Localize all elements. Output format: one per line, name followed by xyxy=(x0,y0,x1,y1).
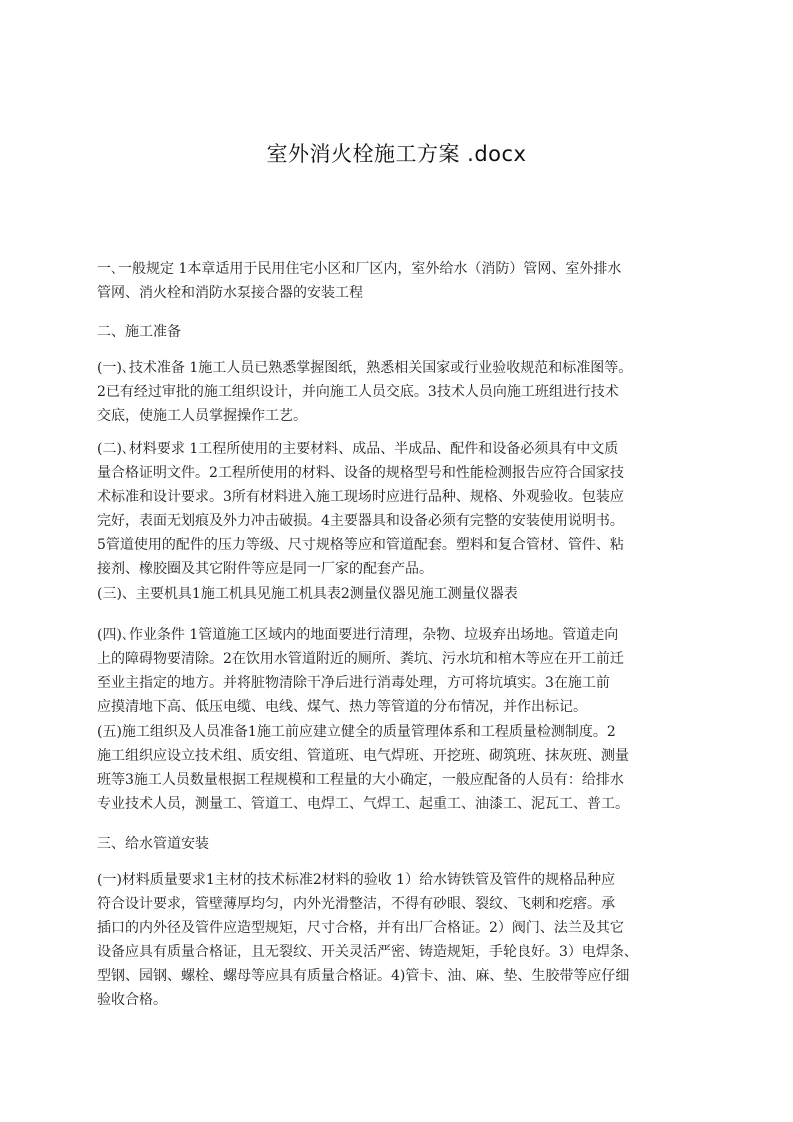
text-line: 量合格证明文件。2工程所使用的材料、设备的规格型号和性能检测报告应符合国家技 xyxy=(97,465,624,481)
heading-water-pipe-installation xyxy=(97,832,717,856)
text-line: 三、给水管道安装 xyxy=(97,836,209,852)
text-line: 型钢、园钢、螺栓、螺母等应具有质量合格证。4)管卡、油、麻、垫、生胶带等应仔细 xyxy=(97,968,630,984)
text-line: (三)、主要机具1施工机具见施工机具表2测量仪器见施工测量仪器表 xyxy=(97,586,518,602)
text-line: 验收合格。 xyxy=(97,992,167,1008)
text-line: (一)材料质量要求1主材的技术标准2材料的验收 1）给水铸铁管及管件的规格品种应 xyxy=(97,872,616,888)
text-line: 符合设计要求，管壁薄厚均匀，内外光滑整洁，不得有砂眼、裂纹、飞刺和疙瘩。承 xyxy=(97,896,615,912)
text-line: 设备应具有质量合格证，且无裂纹、开关灵活严密、铸造规矩，手轮良好。3）电焊条、 xyxy=(97,944,638,960)
text-line: (四)､作业条件 1管道施工区域内的地面要进行清理，杂物、垃圾弃出场地。管道走向 xyxy=(97,627,619,643)
paragraph-organization-staffing xyxy=(97,720,717,816)
text-line: 上的障碍物要清除。2在饮用水管道附近的厕所、粪坑、污水坑和棺木等应在开工前迁 xyxy=(97,651,624,667)
text-line: (五)施工组织及人员准备1施工前应建立健全的质量管理体系和工程质量检测制度。2 xyxy=(97,724,616,740)
text-line: 至业主指定的地方。并将脏物清除干净后进行消毒处理，方可将坑填实。3在施工前 xyxy=(97,675,610,691)
text-line: (二)､材料要求 1工程所使用的主要材料、成品、半成品、配件和设备必须具有中文质 xyxy=(97,441,619,457)
text-line: 术标准和设计要求。3所有材料进入施工现场时应进行品种、规格、外观验收。包装应 xyxy=(97,489,624,505)
text-line: (一)､技术准备 1施工人员已熟悉掌握图纸，熟悉相关国家或行业验收规范和标准图等。 xyxy=(97,360,633,376)
text-line: 5管道使用的配件的压力等级、尺寸规格等应和管道配套。塑料和复合管材、管件、粘 xyxy=(97,537,624,553)
text-line: 班等3施工人员数量根据工程规模和工程量的大小确定，一般应配备的人员有：给排水 xyxy=(97,772,624,788)
text-line: 交底，使施工人员掌握操作工艺。 xyxy=(97,408,307,424)
paragraph-general-rules xyxy=(97,257,717,305)
paragraph-work-conditions xyxy=(97,623,717,719)
heading-construction-preparation xyxy=(97,320,717,344)
paragraph-main-tools xyxy=(97,582,717,606)
text-line: 应摸清地下高、低压电缆、电线、煤气、热力等管道的分布情况，并作出标记。 xyxy=(97,699,587,715)
text-line: 二、施工准备 xyxy=(97,324,181,340)
document-title: 室外消火栓施工方案 .docx xyxy=(266,142,527,166)
text-line: 专业技术人员，测量工、管道工、电焊工、气焊工、起重工、油漆工、泥瓦工、普工。 xyxy=(97,796,629,812)
text-line: 插口的内外径及管件应造型规矩，尺寸合格，并有出厂合格证。2）阀门、法兰及其它 xyxy=(97,920,624,936)
paragraph-technical-preparation xyxy=(97,356,717,428)
text-line: 一､一般规定 1本章适用于民用住宅小区和厂区内，室外给水（消防）管网、室外排水 xyxy=(97,261,622,277)
paragraph-material-requirements xyxy=(97,437,717,581)
text-line: 接剂、橡胶圈及其它附件等应是同一厂家的配套产品。 xyxy=(97,561,433,577)
text-line: 施工组织应设立技术组、质安组、管道班、电气焊班、开挖班、砌筑班、抹灰班、测量 xyxy=(97,748,629,764)
text-line: 2已有经过审批的施工组织设计，并向施工人员交底。3技术人员向施工班组进行技术 xyxy=(97,384,619,400)
text-line: 管网、消火栓和消防水泵接合器的安装工程 xyxy=(97,285,363,301)
paragraph-material-quality xyxy=(97,868,717,1012)
text-line: 完好，表面无划痕及外力冲击破损。4主要器具和设备必须有完整的安装使用说明书。 xyxy=(97,513,624,529)
